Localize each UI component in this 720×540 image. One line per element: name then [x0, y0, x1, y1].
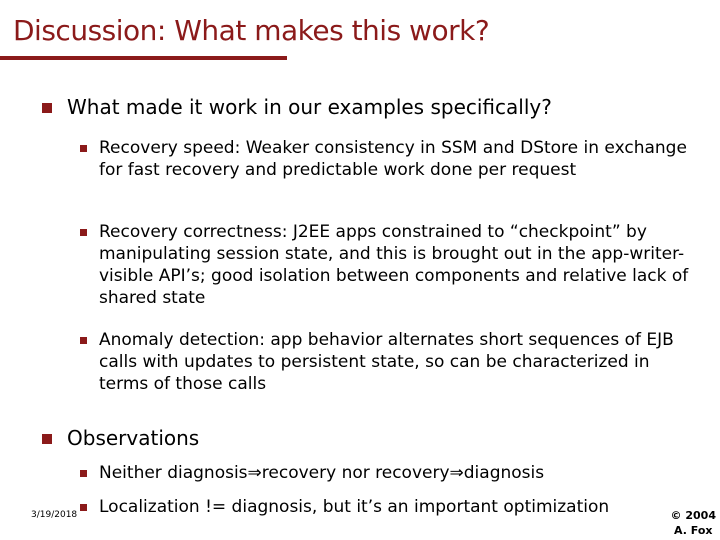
- square-bullet-icon: [80, 337, 87, 344]
- bullet-level2: [80, 462, 680, 484]
- square-bullet-icon: [42, 103, 52, 113]
- slide-title: Discussion: What makes this work?: [13, 14, 490, 47]
- bullet-text: Observations: [67, 426, 200, 450]
- square-bullet-icon: [80, 470, 87, 477]
- bullet-text: Localization != diagnosis, but it’s an important optimization: [99, 497, 610, 517]
- bullet-level2: [80, 329, 680, 395]
- bullet-level2: [80, 137, 687, 181]
- bullet-text: Recovery correctness: J2EE apps constrained to “checkpoint” by manipulating session state, and this is brought out in the app-writer-visible API’s; good isolation between components and relative lack of shared state: [99, 222, 689, 308]
- footer-date: 3/19/2018: [31, 510, 78, 520]
- square-bullet-icon: [80, 504, 87, 511]
- bullet-text: Anomaly detection: app behavior alternates short sequences of EJB calls with updates to persistent state, so can be characterized in terms of those calls: [99, 330, 674, 394]
- bullet-level2: [80, 496, 680, 518]
- bullet-text: What made it work in our examples specifically?: [67, 95, 552, 119]
- copyright-line: © 2004: [670, 509, 716, 522]
- square-bullet-icon: [42, 434, 52, 444]
- square-bullet-icon: [80, 229, 87, 236]
- square-bullet-icon: [80, 145, 87, 152]
- title-underline: [0, 56, 287, 60]
- bullet-level2: [80, 221, 689, 309]
- footer-copyright: [671, 508, 716, 538]
- bullet-text: Recovery speed: Weaker consistency in SSM and DStore in exchange for fast recovery and predictable work done per request: [99, 138, 687, 180]
- author-line: A. Fox: [674, 524, 713, 537]
- bullet-text: Neither diagnosis⇒recovery nor recovery⇒diagnosis: [99, 463, 545, 483]
